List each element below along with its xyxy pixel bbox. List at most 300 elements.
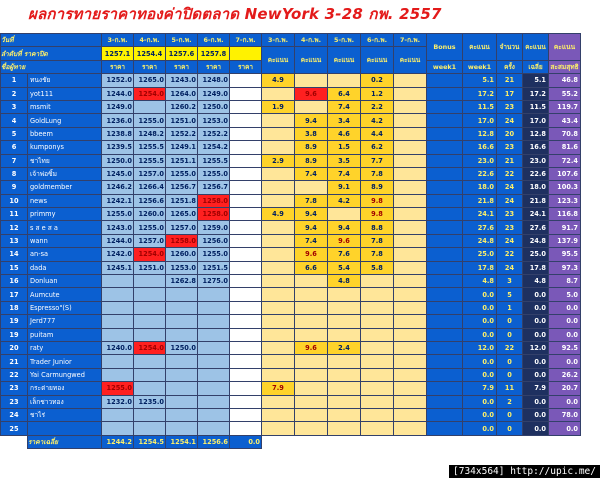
guess-price: 1259.0 [198,221,230,234]
guess-count: 0 [497,368,523,381]
day-score: 2.9 [262,154,295,167]
day-score [262,141,295,154]
guess-price [102,315,134,328]
player-name: เล็กชาวทอง [28,395,102,408]
day-score [394,275,427,288]
cumulative-score: 70.8 [549,127,581,140]
avg-sub-header: เฉลี่ย [523,60,549,73]
week-score: 16.6 [463,141,497,154]
table-row [1,100,581,113]
guess-price [134,275,166,288]
guess-price [134,328,166,341]
day-score [262,248,295,261]
guess-price: 1239.5 [102,141,134,154]
score-date-header: 5-ก.พ. [328,34,361,47]
guess-count: 24 [497,234,523,247]
player-name: Espresso"(S) [28,301,102,314]
guess-price [198,382,230,395]
bonus-score [427,315,463,328]
day-score: 7.6 [328,248,361,261]
guess-price [230,100,262,113]
guess-price: 1256.7 [198,181,230,194]
close-price-value: 1254.4 [134,47,166,60]
row-number: 2 [1,87,28,100]
table-row [1,382,581,395]
day-score [262,315,295,328]
day-score [361,288,394,301]
bonus-score [427,87,463,100]
score-header: คะแนน [394,47,427,74]
day-score: 7.8 [361,167,394,180]
day-score [295,368,328,381]
table-row [1,422,581,435]
bonus-score [427,261,463,274]
table-row [1,301,581,314]
guess-price: 1264.0 [166,87,198,100]
day-score [262,194,295,207]
table-row [1,288,581,301]
player-name: kumponys [28,141,102,154]
bonus-score [427,301,463,314]
bonus-sub-header: week1 [427,60,463,73]
day-score: 7.9 [262,382,295,395]
day-score: 8.8 [361,221,394,234]
cumulative-score: 97.3 [549,261,581,274]
guess-price [134,315,166,328]
day-score: 9.1 [328,181,361,194]
guess-price: 1245.1 [102,261,134,274]
day-score: 9.6 [295,341,328,354]
day-score: 8.9 [295,141,328,154]
cumulative-score: 55.2 [549,87,581,100]
day-score [262,395,295,408]
day-score [295,355,328,368]
guess-count: 17 [497,87,523,100]
guess-price: 1265.0 [166,208,198,221]
guess-price: 1242.1 [102,194,134,207]
guess-price: 1251.8 [166,194,198,207]
day-score [394,87,427,100]
guess-price [230,154,262,167]
guess-price: 1250.0 [102,154,134,167]
table-row [1,208,581,221]
guess-price: 1243.0 [166,74,198,87]
week-score: 18.0 [463,181,497,194]
day-score: 9.4 [295,208,328,221]
guess-price [198,301,230,314]
guess-price: 1258.0 [198,194,230,207]
week-score: 21.8 [463,194,497,207]
day-score [262,275,295,288]
row-number: 9 [1,181,28,194]
row-number: 11 [1,208,28,221]
guess-count: 0 [497,422,523,435]
guess-price: 1251.0 [166,114,198,127]
guess-price [198,288,230,301]
guess-price: 1254.0 [134,87,166,100]
day-score: 1.2 [361,87,394,100]
guess-count: 22 [497,341,523,354]
total-header: คะแนน [463,34,497,61]
score-header: คะแนน [361,47,394,74]
cumulative-score: 81.6 [549,141,581,154]
week-score: 17.8 [463,261,497,274]
guess-price [230,74,262,87]
guess-price: 1256.7 [166,181,198,194]
guess-price: 1232.0 [102,395,134,408]
row-number: 22 [1,368,28,381]
guess-count: 23 [497,221,523,234]
day-score: 9.6 [328,234,361,247]
day-score [262,114,295,127]
guess-price [166,368,198,381]
cumulative-score: 123.3 [549,194,581,207]
bonus-score [427,221,463,234]
player-name: ชาไร่ [28,408,102,421]
guess-count: 1 [497,301,523,314]
guess-price: 1254.0 [134,341,166,354]
price-header: ราคา [198,60,230,73]
average-label: ราคาเฉลี่ย [28,435,102,448]
row-number: 19 [1,315,28,328]
guess-price: 1254.0 [134,248,166,261]
avg-header: คะแนน [523,34,549,61]
week-score: 0.0 [463,355,497,368]
week-score: 12.8 [463,127,497,140]
guess-price [166,408,198,421]
guess-price: 1250.0 [198,100,230,113]
average-price: 1254.5 [134,435,166,448]
day-score [295,422,328,435]
guess-count: 20 [497,127,523,140]
bonus-score [427,248,463,261]
day-score: 6.6 [295,261,328,274]
guess-price [166,328,198,341]
player-name: s ส e ส a [28,221,102,234]
row-number: 1 [1,74,28,87]
day-score: 4.9 [262,208,295,221]
week-score: 22.6 [463,167,497,180]
count-header: จำนวน [497,34,523,61]
day-score: 9.8 [361,194,394,207]
average-score: 17.2 [523,87,549,100]
average-price: 1244.2 [102,435,134,448]
row-number: 4 [1,114,28,127]
guess-price [230,127,262,140]
day-score [328,395,361,408]
table-row [1,341,581,354]
guess-price [230,234,262,247]
guess-count: 24 [497,194,523,207]
guess-price [230,114,262,127]
guess-price [198,422,230,435]
player-name: dada [28,261,102,274]
table-row [1,221,581,234]
day-score [262,167,295,180]
day-score: 4.8 [328,275,361,288]
day-score: 0.2 [361,74,394,87]
average-score: 0.0 [523,288,549,301]
player-name: goldmember [28,181,102,194]
average-score: 17.0 [523,114,549,127]
cumulative-score: 0.0 [549,355,581,368]
day-score [394,261,427,274]
week-score: 12.0 [463,341,497,354]
guess-price: 1257.0 [134,234,166,247]
week-score: 0.0 [463,328,497,341]
day-score: 6.2 [361,141,394,154]
guess-price: 1260.2 [166,100,198,113]
close-price-value [230,47,262,60]
guess-price [134,355,166,368]
guess-price [166,355,198,368]
guess-price: 1249.0 [198,87,230,100]
guess-price: 1255.5 [134,154,166,167]
day-score [394,208,427,221]
table-row [1,154,581,167]
guess-price [230,328,262,341]
cumulative-header: คะแนน [549,34,581,61]
day-score [361,422,394,435]
cumulative-score: 20.7 [549,382,581,395]
player-name: yot111 [28,87,102,100]
guess-price: 1256.0 [198,234,230,247]
guess-price [166,315,198,328]
week-score: 0.0 [463,422,497,435]
player-name: Trader Junior [28,355,102,368]
row-number: 10 [1,194,28,207]
table-row [1,127,581,140]
date-header: 7-ก.พ. [230,34,262,47]
guess-price: 1238.8 [102,127,134,140]
player-name: GoldLung [28,114,102,127]
week-score: 0.0 [463,288,497,301]
player-name: เจ้าพ่อซิ้ม [28,167,102,180]
guess-price [230,341,262,354]
day-score [394,341,427,354]
guess-price [230,301,262,314]
week-score: 11.5 [463,100,497,113]
bonus-score [427,368,463,381]
player-name: กระต่ายทอง [28,382,102,395]
day-score [295,275,328,288]
guess-count: 22 [497,248,523,261]
guess-price [230,355,262,368]
day-score: 9.4 [295,114,328,127]
date-header: 5-ก.พ. [166,34,198,47]
guess-price [230,87,262,100]
day-score: 7.4 [295,234,328,247]
average-score: 22.6 [523,167,549,180]
row-number: 23 [1,382,28,395]
day-score [328,208,361,221]
day-score [394,181,427,194]
row-number: 5 [1,127,28,140]
average-score: 0.0 [523,408,549,421]
day-score: 7.8 [361,248,394,261]
day-score: 8.9 [361,181,394,194]
day-score [394,114,427,127]
player-name [28,422,102,435]
day-score [328,74,361,87]
row-number: 25 [1,422,28,435]
name-header: ชื่อผู้ทาย [1,60,102,73]
guess-price [230,288,262,301]
day-score [361,341,394,354]
day-score [394,382,427,395]
day-score [328,301,361,314]
guess-price [230,382,262,395]
player-name: raty [28,341,102,354]
player-name: Aumcute [28,288,102,301]
guess-count: 0 [497,328,523,341]
bonus-score [427,382,463,395]
day-score [394,301,427,314]
table-row [1,74,581,87]
day-score [394,154,427,167]
guess-count: 21 [497,74,523,87]
player-name: puitam [28,328,102,341]
row-number: 13 [1,234,28,247]
cumulative-score: 0.0 [549,422,581,435]
day-score [262,127,295,140]
guess-price: 1240.0 [102,341,134,354]
price-header: ราคา [230,60,262,73]
cumulative-score: 72.4 [549,154,581,167]
average-score: 0.0 [523,395,549,408]
guess-price [230,261,262,274]
guess-price [166,288,198,301]
day-score [394,74,427,87]
week-score: 0.0 [463,368,497,381]
day-score [295,382,328,395]
average-score: 0.0 [523,301,549,314]
day-score [262,221,295,234]
week-score: 7.9 [463,382,497,395]
day-score [361,355,394,368]
day-score: 4.9 [262,74,295,87]
guess-count: 24 [497,114,523,127]
table-row [1,181,581,194]
guess-count: 0 [497,315,523,328]
guess-price: 1244.0 [102,87,134,100]
day-score: 7.8 [295,194,328,207]
cumulative-score: 5.0 [549,288,581,301]
day-score [295,301,328,314]
day-score [262,87,295,100]
guess-price: 1250.0 [166,341,198,354]
row-number: 14 [1,248,28,261]
week-score: 23.0 [463,154,497,167]
guess-price [198,408,230,421]
average-score: 18.0 [523,181,549,194]
guess-price: 1275.0 [198,275,230,288]
guess-count: 24 [497,261,523,274]
score-date-header: 7-ก.พ. [394,34,427,47]
day-score [394,408,427,421]
guess-count: 3 [497,275,523,288]
average-score: 12.0 [523,341,549,354]
row-number: 21 [1,355,28,368]
guess-price: 1243.0 [102,221,134,234]
guess-price [102,368,134,381]
player-name: Yai Carmungwed [28,368,102,381]
guess-price [230,422,262,435]
guess-price: 1252.2 [198,127,230,140]
cumulative-score: 116.8 [549,208,581,221]
guess-price [134,408,166,421]
cumulative-score: 91.7 [549,221,581,234]
guess-price: 1248.2 [134,127,166,140]
guess-price: 1256.6 [134,194,166,207]
bonus-score [427,114,463,127]
cumulative-score: 92.5 [549,341,581,354]
day-score [361,368,394,381]
row-number: 16 [1,275,28,288]
guess-price: 1255.0 [134,114,166,127]
player-name: ชาไทย [28,154,102,167]
guess-price [230,248,262,261]
average-score: 0.0 [523,315,549,328]
day-score: 7.8 [361,234,394,247]
bonus-score [427,181,463,194]
guess-price [230,181,262,194]
day-score [328,408,361,421]
guess-price: 1253.0 [198,114,230,127]
day-score [394,355,427,368]
score-date-header: 3-ก.พ. [262,34,295,47]
score-header: คะแนน [295,47,328,74]
week-score: 4.8 [463,275,497,288]
day-score [394,248,427,261]
day-score: 6.4 [328,87,361,100]
row-number: 24 [1,408,28,421]
day-score: 3.4 [328,114,361,127]
day-score [361,301,394,314]
day-score [361,395,394,408]
day-score [295,328,328,341]
week-score: 0.0 [463,408,497,421]
guess-price: 1255.0 [198,167,230,180]
guess-price [230,208,262,221]
guess-price: 1236.0 [102,114,134,127]
day-score [328,355,361,368]
guess-price [102,408,134,421]
average-score: 24.8 [523,234,549,247]
bonus-score [427,127,463,140]
cumulative-score: 0.0 [549,328,581,341]
table-row [1,194,581,207]
day-score [394,221,427,234]
results-table [0,33,581,449]
guess-price: 1252.0 [102,74,134,87]
guess-price: 1235.0 [134,395,166,408]
average-score: 0.0 [523,368,549,381]
week-score: 0.0 [463,395,497,408]
bonus-score [427,141,463,154]
guess-price [230,315,262,328]
price-header: ราคา [166,60,198,73]
cumulative-score: 95.5 [549,248,581,261]
day-score [295,395,328,408]
score-date-header: 4-ก.พ. [295,34,328,47]
page-title: ผลการทายราคาทองค่าปิดตลาด NewYork 3-28 กพ. 2557 [28,5,442,23]
day-score [295,181,328,194]
bonus-header: Bonus [427,34,463,61]
bonus-score [427,288,463,301]
header-row-dates [1,34,581,47]
table-row [1,248,581,261]
